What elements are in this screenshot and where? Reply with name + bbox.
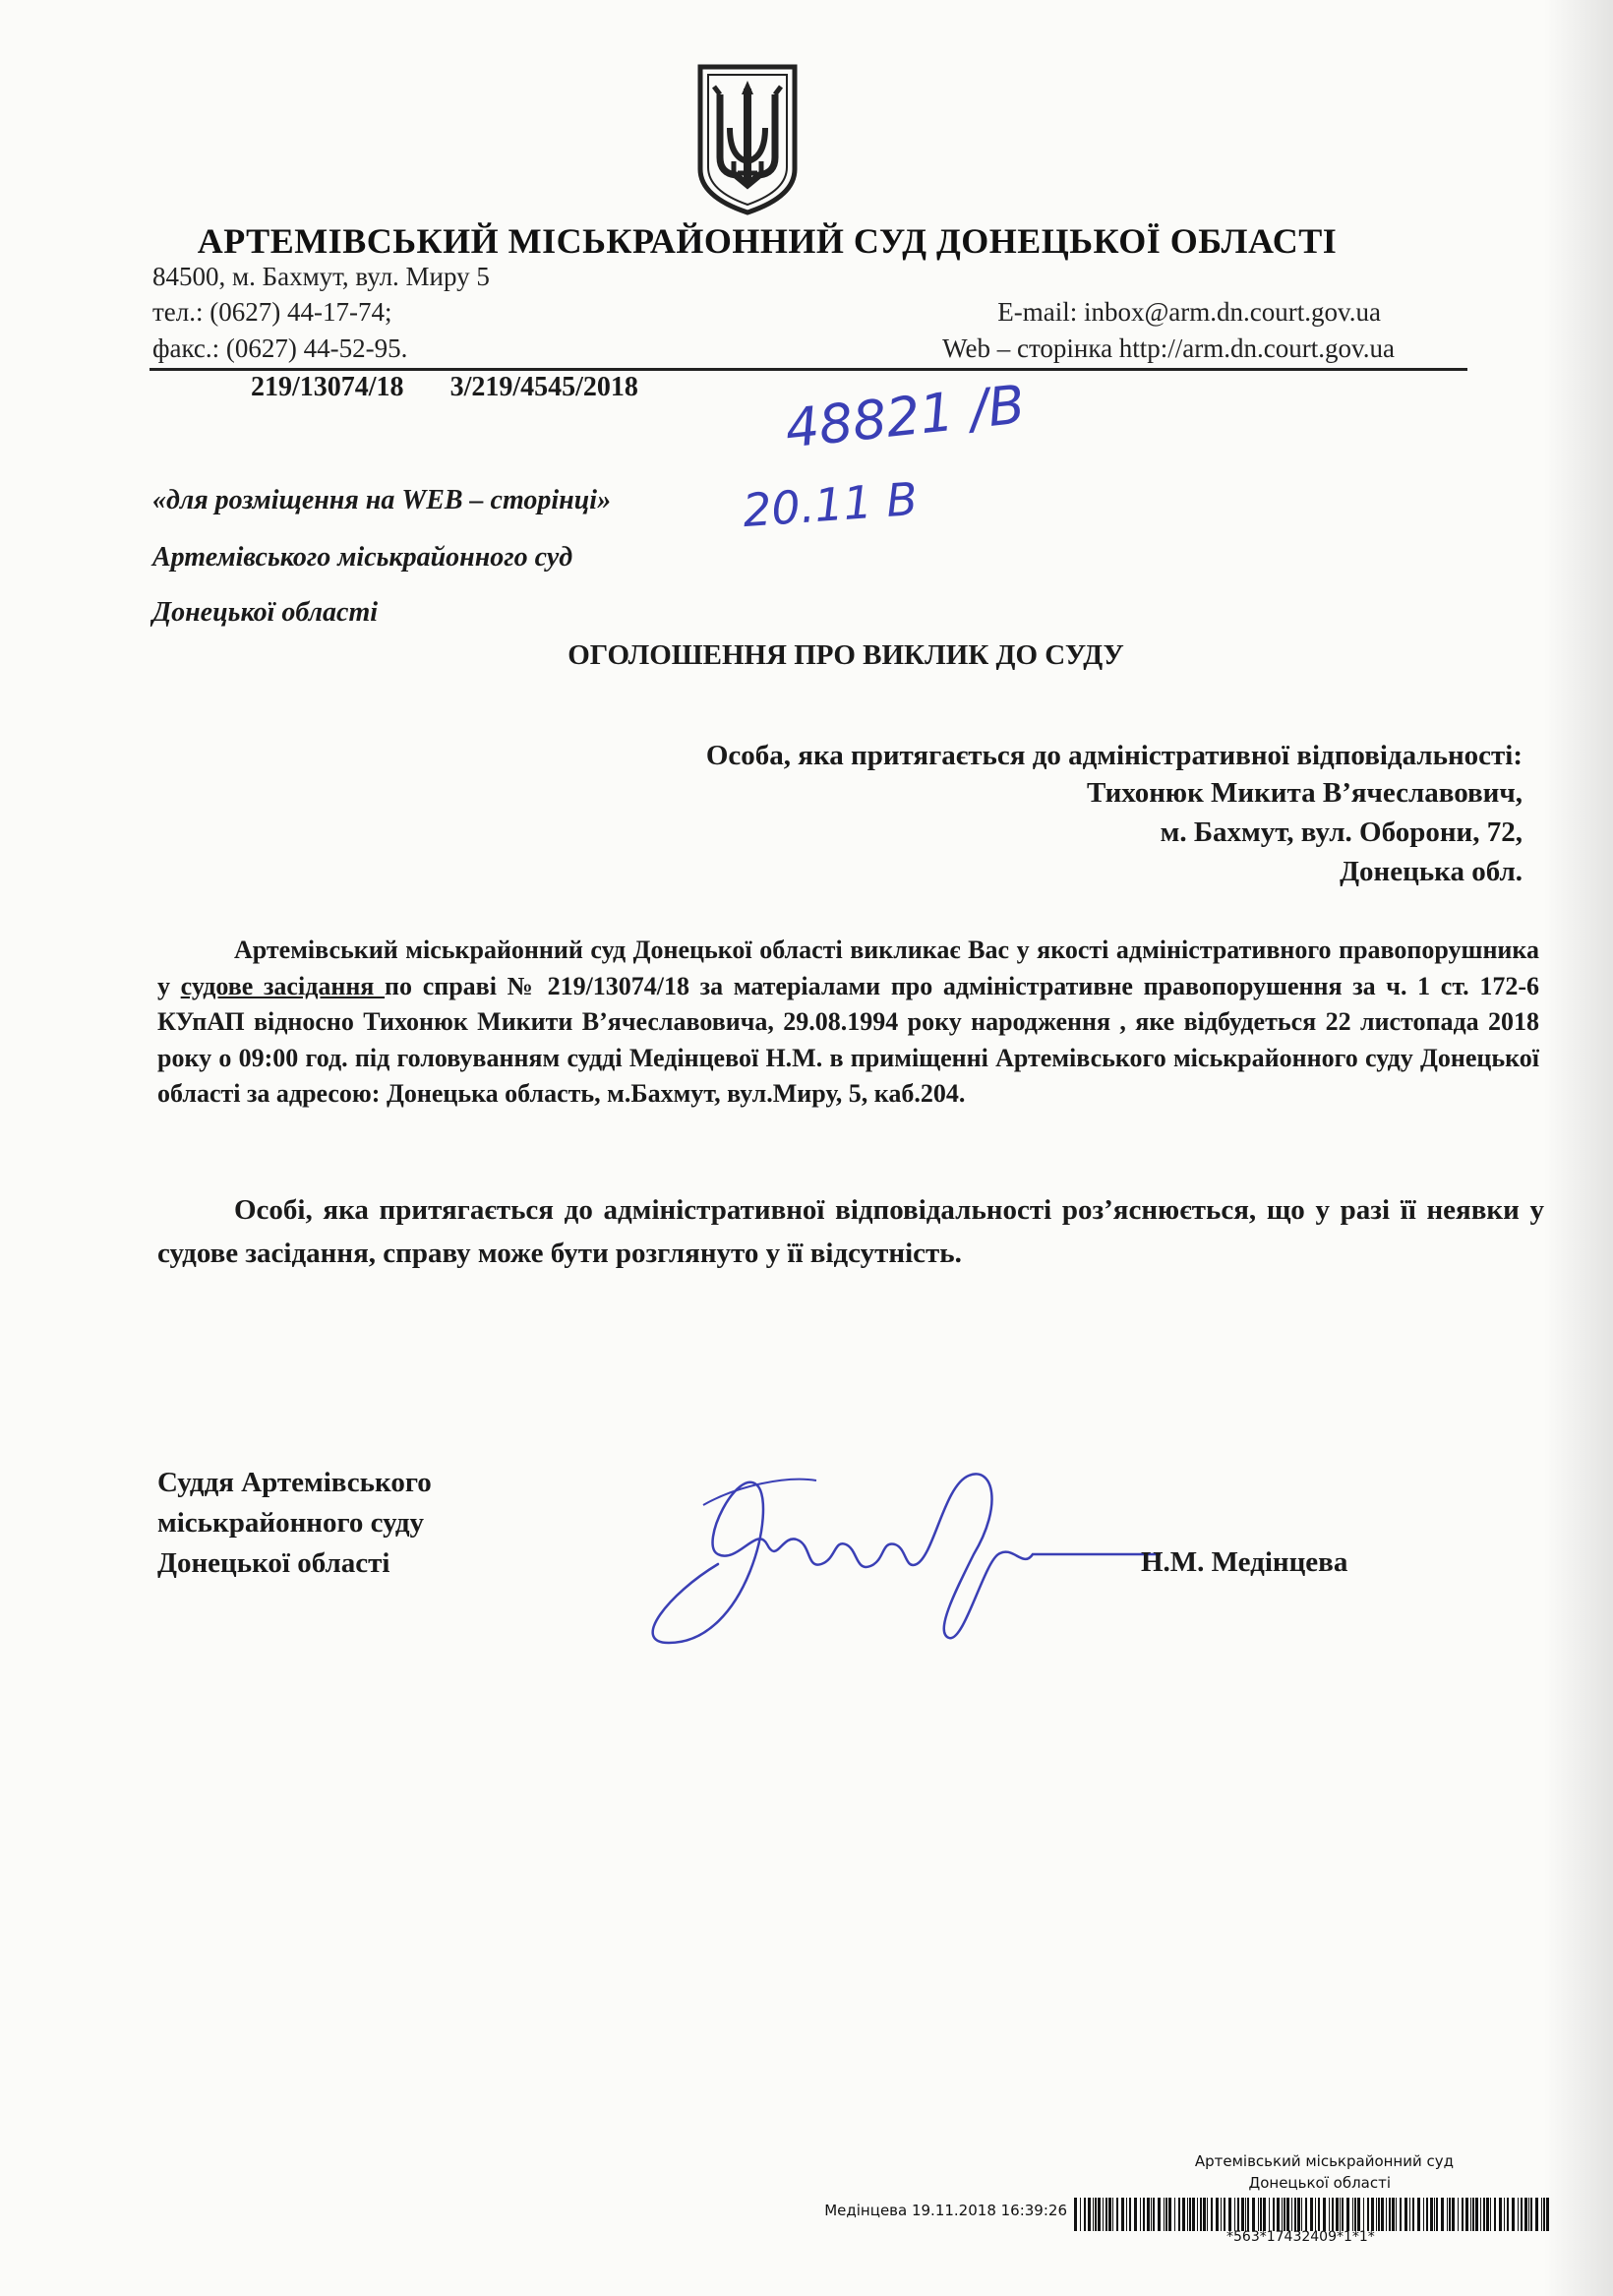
barcode-bar bbox=[1381, 2198, 1384, 2231]
absence-notice-text: Особі, яка притягається до адміністративної відповідальності роз’яснюється, що у разі її неявки у судове засідання, справу може бути розглянуто у її відсутність. bbox=[157, 1194, 1544, 1269]
barcode-bar bbox=[1153, 2198, 1155, 2231]
barcode-bar bbox=[1164, 2198, 1165, 2231]
addressee-line-1: «для розміщення на WEB – сторінці» bbox=[152, 485, 612, 515]
summons-body-part-1: Артемівський міськрайонний суд Донецької області викликає Вас у якості адміністративного правопорушника у bbox=[157, 936, 1539, 1000]
barcode-bar bbox=[1426, 2198, 1428, 2231]
court-email: E-mail: inbox@arm.dn.court.gov.ua bbox=[997, 297, 1381, 327]
barcode-bar bbox=[1458, 2198, 1459, 2231]
court-fax: факс.: (0627) 44-52-95. bbox=[152, 333, 408, 363]
announcement-title: ОГОЛОШЕННЯ ПРО ВИКЛИК ДО СУДУ bbox=[568, 639, 1124, 671]
barcode-bar bbox=[1187, 2198, 1188, 2231]
stamp-court-line-1: Артемівський міськрайонний суд bbox=[1194, 2152, 1454, 2170]
barcode-bar bbox=[1490, 2198, 1491, 2231]
barcode-bar bbox=[1392, 2198, 1395, 2231]
barcode-bar bbox=[1530, 2198, 1532, 2231]
barcode-bar bbox=[1247, 2198, 1249, 2231]
barcode-bar bbox=[1143, 2198, 1145, 2231]
document-references bbox=[251, 372, 678, 403]
barcode-bar bbox=[1134, 2198, 1137, 2231]
barcode-bar bbox=[1224, 2198, 1225, 2231]
barcode-bar bbox=[1475, 2198, 1478, 2231]
barcode-bar bbox=[1245, 2198, 1246, 2231]
barcode-bar bbox=[1112, 2198, 1113, 2231]
barcode-bar bbox=[1211, 2198, 1213, 2231]
barcode-bar bbox=[1269, 2198, 1270, 2231]
barcode-bar bbox=[1541, 2198, 1542, 2231]
barcode-bar bbox=[1329, 2198, 1330, 2231]
barcode-bar bbox=[1449, 2198, 1451, 2231]
coat-of-arms-emblem bbox=[688, 59, 806, 216]
barcode-bar bbox=[1310, 2198, 1313, 2231]
barcode-bar bbox=[1470, 2198, 1471, 2231]
barcode-bar bbox=[1093, 2198, 1094, 2231]
judge-title-line-1: Суддя Артемівського bbox=[157, 1467, 432, 1498]
handwritten-date-note: 20.11 В bbox=[741, 471, 920, 538]
barcode-bar bbox=[1168, 2198, 1171, 2231]
barcode-bar bbox=[1121, 2198, 1124, 2231]
barcode-bar bbox=[1074, 2198, 1077, 2231]
barcode-bar bbox=[1126, 2198, 1127, 2231]
barcode-bar bbox=[1323, 2198, 1326, 2231]
barcode-bar bbox=[1504, 2198, 1505, 2231]
barcode-bar bbox=[1417, 2198, 1420, 2231]
court-website: Web – сторінка http://arm.dn.court.gov.ua bbox=[942, 333, 1395, 363]
barcode-bar bbox=[1378, 2198, 1380, 2231]
barcode-bar bbox=[1237, 2198, 1239, 2231]
barcode-bar bbox=[1409, 2198, 1410, 2231]
barcode-bar bbox=[1192, 2198, 1195, 2231]
barcode-bar bbox=[1158, 2198, 1161, 2231]
barcode-bar bbox=[1499, 2198, 1502, 2231]
barcode-bar bbox=[1512, 2198, 1515, 2231]
barcode-bar bbox=[1376, 2198, 1377, 2231]
barcode-bar bbox=[1332, 2198, 1334, 2231]
stamp-signed-info: Медінцева 19.11.2018 16:39:26 bbox=[824, 2202, 1067, 2219]
addressee-line-3: Донецької області bbox=[152, 597, 379, 628]
barcode-bar bbox=[1282, 2198, 1283, 2231]
barcode-bar bbox=[1483, 2198, 1485, 2231]
barcode-bar bbox=[1203, 2198, 1206, 2231]
barcode-bar bbox=[1452, 2198, 1455, 2231]
barcode-bar bbox=[1129, 2198, 1131, 2231]
barcode-bar bbox=[1507, 2198, 1509, 2231]
barcode-bar bbox=[1147, 2198, 1150, 2231]
barcode-bar bbox=[1521, 2198, 1523, 2231]
barcode-bar bbox=[1258, 2198, 1259, 2231]
barcode-bar bbox=[1357, 2198, 1360, 2231]
judge-signature bbox=[610, 1446, 1161, 1662]
barcode-bar bbox=[1315, 2198, 1316, 2231]
barcode-bar bbox=[1140, 2198, 1141, 2231]
barcode-bar bbox=[1400, 2198, 1402, 2231]
judge-title-line-3: Донецької області bbox=[157, 1547, 390, 1579]
stamp-court-line-2: Донецької області bbox=[1248, 2174, 1391, 2192]
outgoing-number: 3/219/4545/2018 bbox=[449, 372, 638, 402]
barcode-bar bbox=[1273, 2198, 1275, 2231]
barcode-bar bbox=[1297, 2198, 1300, 2231]
header-divider bbox=[149, 368, 1467, 371]
judge-title-block bbox=[157, 1463, 432, 1584]
barcode-bar bbox=[1263, 2198, 1266, 2231]
barcode-bar bbox=[1436, 2198, 1438, 2231]
scan-edge-shadow bbox=[1544, 0, 1613, 2296]
barcode-bar bbox=[1546, 2198, 1549, 2231]
court-address: 84500, м. Бахмут, вул. Миру 5 bbox=[152, 262, 490, 291]
barcode-bar bbox=[1182, 2198, 1185, 2231]
barcode-text: *563*17432409*1*1* bbox=[1226, 2229, 1375, 2245]
summons-body-underlined: судове засідання bbox=[180, 971, 386, 1000]
recipient-line-4: Донецька обл. bbox=[1340, 856, 1523, 887]
barcode-bar bbox=[1342, 2198, 1344, 2231]
barcode-bar bbox=[1108, 2198, 1111, 2231]
barcode-bar bbox=[1252, 2198, 1255, 2231]
barcode-bar bbox=[1518, 2198, 1519, 2231]
barcode-bar bbox=[1472, 2198, 1474, 2231]
barcode-bar bbox=[1462, 2198, 1464, 2231]
barcode-bar bbox=[1480, 2198, 1481, 2231]
barcode-bar bbox=[1535, 2198, 1538, 2231]
court-name-heading: АРТЕМІВСЬКИЙ МІСЬКРАЙОННИЙ СУД ДОНЕЦЬКОЇ ОБЛАСТІ bbox=[197, 221, 1338, 261]
barcode-bar bbox=[1352, 2198, 1353, 2231]
barcode-bar bbox=[1318, 2198, 1320, 2231]
barcode-bar bbox=[1197, 2198, 1198, 2231]
barcode-bar bbox=[1396, 2198, 1397, 2231]
barcode-bar bbox=[1389, 2198, 1391, 2231]
judge-name: Н.М. Медінцева bbox=[1141, 1546, 1348, 1578]
summons-body-part-2: по справі № 219/13074/18 за матеріалами про адміністративне правопорушення за ч. 1 ст. 172-6 КУпАП відносно Тихонюк Микити В’ячеславовича, 29.08.1994 року народження , яке відбудеться 22 листопада 2018 року о 09:00 год. під головуванням судді Медінцевої Н.М. в приміщенні Артемівського міськрайонного суду Донецької області за адресою: Донецька область, м.Бахмут, вул.Миру, 5, каб.204. bbox=[157, 971, 1539, 1108]
barcode-bar bbox=[1423, 2198, 1424, 2231]
barcode-bar bbox=[1441, 2198, 1444, 2231]
barcode-bar bbox=[1200, 2198, 1202, 2231]
barcode-bar bbox=[1305, 2198, 1307, 2231]
barcode-bar bbox=[1228, 2198, 1231, 2231]
court-phone: тел.: (0627) 44-17-74; bbox=[152, 297, 392, 327]
barcode-bar bbox=[1277, 2198, 1280, 2231]
barcode-bar bbox=[1080, 2198, 1081, 2231]
barcode-bar bbox=[1301, 2198, 1302, 2231]
barcode-bar bbox=[1174, 2198, 1175, 2231]
barcode-bar bbox=[1494, 2198, 1496, 2231]
barcode-bar bbox=[1412, 2198, 1414, 2231]
case-number: 219/13074/18 bbox=[251, 372, 404, 402]
barcode-bar bbox=[1346, 2198, 1349, 2231]
barcode-bar bbox=[1486, 2198, 1489, 2231]
barcode-bar bbox=[1465, 2198, 1468, 2231]
barcode-bar bbox=[1260, 2198, 1262, 2231]
barcode-bar bbox=[1241, 2198, 1244, 2231]
barcode-bar bbox=[1098, 2198, 1101, 2231]
barcode-bar bbox=[1340, 2198, 1341, 2231]
barcode-bar bbox=[1116, 2198, 1118, 2231]
barcode-bar bbox=[1221, 2198, 1222, 2231]
barcode-bar bbox=[1291, 2198, 1292, 2231]
recipient-line-3: м. Бахмут, вул. Оборони, 72, bbox=[1160, 816, 1523, 848]
barcode-bar bbox=[1165, 2198, 1167, 2231]
barcode-bar bbox=[1151, 2198, 1152, 2231]
barcode-bar bbox=[1404, 2198, 1407, 2231]
barcode-bar bbox=[1294, 2198, 1296, 2231]
recipient-line-2: Тихонюк Микита В’ячеславович, bbox=[1086, 777, 1523, 809]
absence-notice bbox=[157, 1188, 1544, 1275]
barcode-bar bbox=[1286, 2198, 1289, 2231]
barcode-bar bbox=[1103, 2198, 1104, 2231]
handwritten-registration-number: 48821 /В bbox=[782, 373, 1028, 460]
barcode-bar bbox=[1336, 2198, 1339, 2231]
barcode-bar bbox=[1088, 2198, 1091, 2231]
judge-title-line-2: міськрайонного суду bbox=[157, 1507, 425, 1539]
barcode-bar bbox=[1386, 2198, 1387, 2231]
recipient-line-1: Особа, яка притягається до адміністративної відповідальності: bbox=[705, 740, 1523, 771]
addressee-line-2: Артемівського міськрайонного суд bbox=[152, 542, 573, 573]
barcode-bar bbox=[1367, 2198, 1369, 2231]
barcode-bar bbox=[1105, 2198, 1107, 2231]
barcode-bar bbox=[1084, 2198, 1086, 2231]
barcode-bar bbox=[1528, 2198, 1529, 2231]
barcode-bar bbox=[1524, 2198, 1527, 2231]
barcode-bar bbox=[1363, 2198, 1364, 2231]
barcode-bar bbox=[1371, 2198, 1374, 2231]
barcode-bar bbox=[1095, 2198, 1097, 2231]
summons-body bbox=[157, 933, 1539, 1113]
barcode-bar bbox=[1178, 2198, 1180, 2231]
barcode-bar bbox=[1430, 2198, 1433, 2231]
barcode-bar bbox=[1216, 2198, 1219, 2231]
barcode-bar bbox=[1189, 2198, 1191, 2231]
document-barcode bbox=[1074, 2198, 1554, 2231]
barcode-bar bbox=[1354, 2198, 1356, 2231]
barcode-bar bbox=[1543, 2198, 1545, 2231]
barcode-bar bbox=[1434, 2198, 1435, 2231]
barcode-bar bbox=[1207, 2198, 1208, 2231]
barcode-bar bbox=[1447, 2198, 1448, 2231]
barcode-bar bbox=[1284, 2198, 1285, 2231]
barcode-bar bbox=[1234, 2198, 1235, 2231]
